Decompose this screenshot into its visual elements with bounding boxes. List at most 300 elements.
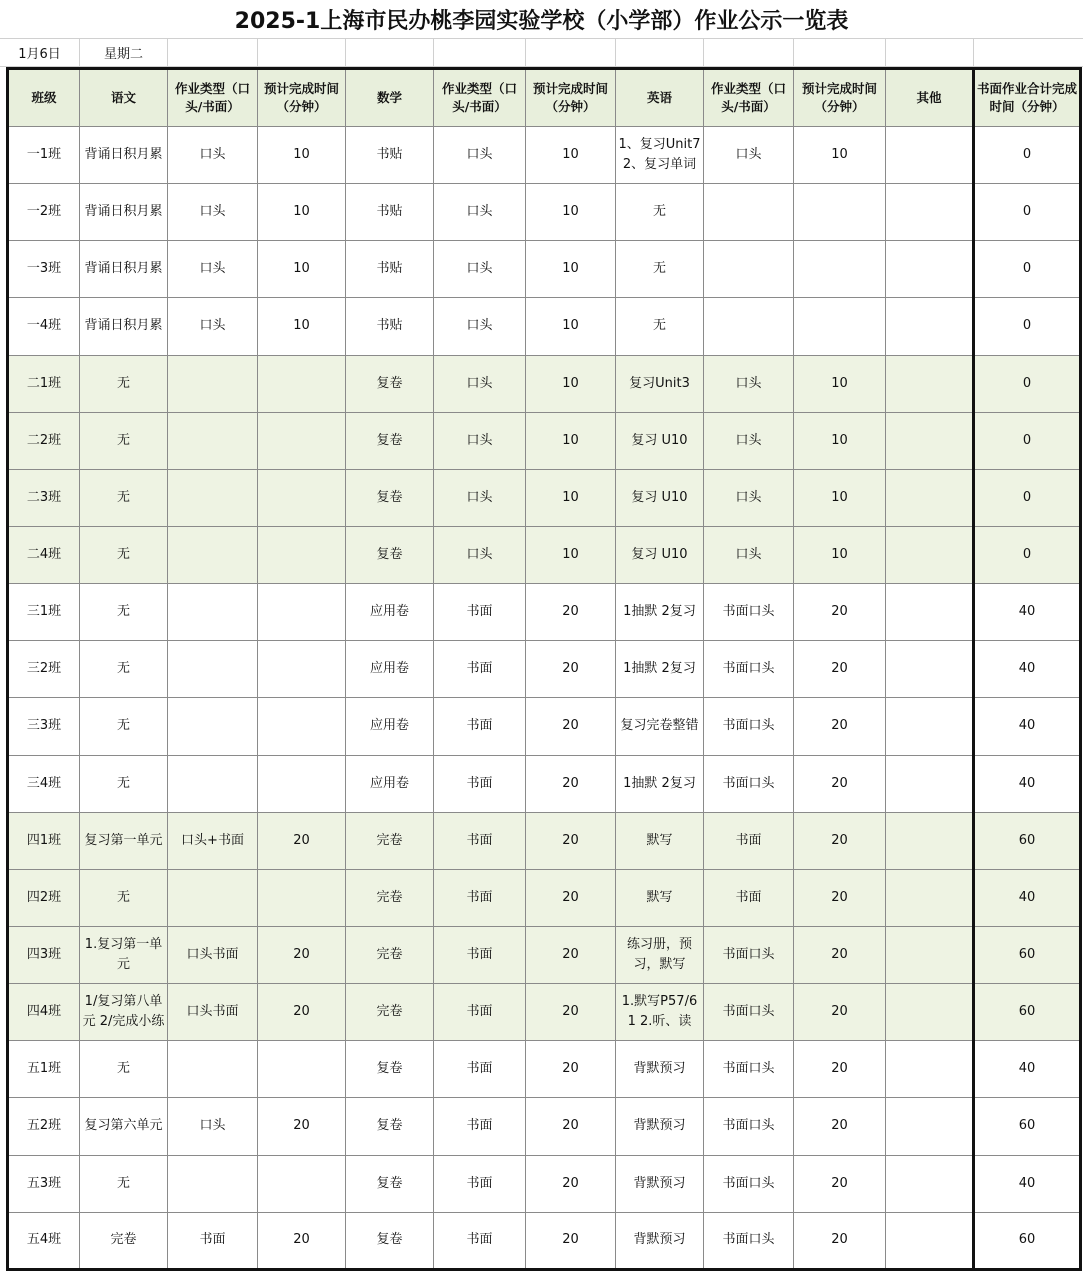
total-time-cell[interactable] xyxy=(974,1041,1081,1098)
math-time-cell[interactable] xyxy=(526,469,616,526)
math-time-cell[interactable] xyxy=(526,755,616,812)
math-type-cell[interactable] xyxy=(434,698,526,755)
english-task-cell[interactable] xyxy=(616,698,704,755)
chinese-type-cell[interactable] xyxy=(168,298,258,355)
chinese-type-cell[interactable] xyxy=(168,755,258,812)
math-type-cell[interactable] xyxy=(434,1212,526,1269)
cell-text: 1抽默 2复习 xyxy=(623,604,696,620)
class-cell[interactable] xyxy=(8,1155,80,1212)
chinese-time-cell[interactable] xyxy=(258,184,346,241)
english-type-cell[interactable] xyxy=(704,184,794,241)
math-type-cell[interactable] xyxy=(434,127,526,184)
cell-text: 10 xyxy=(562,375,579,391)
cell-text: 20 xyxy=(562,775,579,791)
chinese-task-cell[interactable] xyxy=(80,469,168,526)
english-type-cell[interactable] xyxy=(704,1212,794,1269)
header-cell[interactable]: 其他 xyxy=(886,69,974,127)
math-time-cell[interactable] xyxy=(526,926,616,983)
english-type-cell[interactable] xyxy=(704,984,794,1041)
math-time-cell[interactable] xyxy=(526,584,616,641)
other-cell[interactable] xyxy=(886,1155,974,1212)
chinese-time-cell[interactable] xyxy=(258,469,346,526)
chinese-time-cell[interactable] xyxy=(258,127,346,184)
class-cell[interactable] xyxy=(8,584,80,641)
chinese-time-cell[interactable] xyxy=(258,869,346,926)
other-cell[interactable] xyxy=(886,1041,974,1098)
english-time-cell[interactable] xyxy=(794,1098,886,1155)
chinese-type-cell[interactable] xyxy=(168,1155,258,1212)
other-cell[interactable] xyxy=(886,355,974,412)
english-type-cell[interactable] xyxy=(704,812,794,869)
math-type-cell[interactable] xyxy=(434,641,526,698)
cell-text: 0 xyxy=(1022,375,1032,391)
math-time-cell[interactable] xyxy=(526,241,616,298)
english-time-cell[interactable] xyxy=(794,869,886,926)
english-task-cell[interactable] xyxy=(616,755,704,812)
math-type-cell[interactable] xyxy=(434,469,526,526)
total-time-cell[interactable] xyxy=(974,526,1081,583)
chinese-time-cell[interactable] xyxy=(258,241,346,298)
math-time-cell[interactable] xyxy=(526,984,616,1041)
cell-text: 练习册，预习，默写 xyxy=(626,937,692,973)
math-task-cell[interactable] xyxy=(346,412,434,469)
english-type-cell[interactable] xyxy=(704,755,794,812)
date-cell[interactable]: 1月6日 xyxy=(0,38,80,66)
cell-text: 10 xyxy=(831,489,848,505)
english-task-cell[interactable] xyxy=(616,584,704,641)
math-time-cell[interactable] xyxy=(526,812,616,869)
header-cell[interactable]: 语文 xyxy=(80,69,168,127)
english-task-cell[interactable] xyxy=(616,469,704,526)
chinese-type-cell[interactable] xyxy=(168,812,258,869)
total-time-cell[interactable] xyxy=(974,469,1081,526)
math-task-cell[interactable] xyxy=(346,469,434,526)
other-cell[interactable] xyxy=(886,584,974,641)
cell-text: 20 xyxy=(831,947,848,963)
class-cell[interactable] xyxy=(8,127,80,184)
math-task-cell[interactable] xyxy=(346,984,434,1041)
math-time-cell[interactable] xyxy=(526,698,616,755)
chinese-type-cell[interactable] xyxy=(168,526,258,583)
chinese-time-cell[interactable] xyxy=(258,412,346,469)
math-type-cell[interactable] xyxy=(434,1041,526,1098)
chinese-time-cell[interactable] xyxy=(258,755,346,812)
chinese-task-cell[interactable] xyxy=(80,241,168,298)
cell-text: 复卷 xyxy=(376,1118,403,1134)
math-task-cell[interactable] xyxy=(346,355,434,412)
english-task-cell[interactable] xyxy=(616,127,704,184)
empty-cell[interactable] xyxy=(168,38,258,66)
english-time-cell[interactable] xyxy=(794,469,886,526)
math-task-cell[interactable] xyxy=(346,241,434,298)
empty-cell[interactable] xyxy=(704,38,794,66)
class-cell[interactable] xyxy=(8,241,80,298)
math-task-cell[interactable] xyxy=(346,1041,434,1098)
english-type-cell[interactable] xyxy=(704,584,794,641)
chinese-time-cell[interactable] xyxy=(258,1155,346,1212)
cell-text: 书面口头 xyxy=(722,1232,775,1248)
cell-text: 20 xyxy=(562,889,579,905)
other-cell[interactable] xyxy=(886,127,974,184)
total-time-cell[interactable] xyxy=(974,641,1081,698)
chinese-time-cell[interactable] xyxy=(258,526,346,583)
english-task-cell[interactable] xyxy=(616,812,704,869)
table-row xyxy=(8,355,1081,412)
other-cell[interactable] xyxy=(886,812,974,869)
english-task-cell[interactable] xyxy=(616,984,704,1041)
chinese-type-cell[interactable] xyxy=(168,641,258,698)
english-type-cell[interactable] xyxy=(704,1155,794,1212)
header-cell[interactable]: 作业类型（口头/书面） xyxy=(168,69,258,127)
class-cell[interactable] xyxy=(8,526,80,583)
chinese-task-cell[interactable] xyxy=(80,984,168,1041)
cell-text: 40 xyxy=(1018,775,1036,791)
english-time-cell[interactable] xyxy=(794,412,886,469)
cell-text: 书面口头 xyxy=(722,1004,775,1020)
chinese-task-cell[interactable] xyxy=(80,926,168,983)
class-cell[interactable] xyxy=(8,355,80,412)
math-type-cell[interactable] xyxy=(434,526,526,583)
total-time-cell[interactable] xyxy=(974,127,1081,184)
class-cell[interactable] xyxy=(8,984,80,1041)
math-type-cell[interactable] xyxy=(434,1155,526,1212)
math-task-cell[interactable] xyxy=(346,526,434,583)
cell-text: 20 xyxy=(831,1061,848,1077)
chinese-type-cell[interactable] xyxy=(168,355,258,412)
math-task-cell[interactable] xyxy=(346,812,434,869)
cell-text: 10 xyxy=(293,147,310,163)
total-time-cell[interactable] xyxy=(974,1212,1081,1269)
math-type-cell[interactable] xyxy=(434,355,526,412)
english-task-cell[interactable] xyxy=(616,526,704,583)
cell-text: 书面 xyxy=(466,661,493,677)
cell-text: 复卷 xyxy=(376,489,403,505)
english-task-cell[interactable] xyxy=(616,412,704,469)
header-cell[interactable]: 预计完成时间（分钟） xyxy=(258,69,346,127)
chinese-time-cell[interactable] xyxy=(258,584,346,641)
chinese-type-cell[interactable] xyxy=(168,1098,258,1155)
math-time-cell[interactable] xyxy=(526,298,616,355)
math-time-cell[interactable] xyxy=(526,641,616,698)
total-time-cell[interactable] xyxy=(974,698,1081,755)
math-type-cell[interactable] xyxy=(434,298,526,355)
chinese-task-cell[interactable] xyxy=(80,1098,168,1155)
header-cell[interactable]: 作业类型（口头/书面） xyxy=(434,69,526,127)
other-cell[interactable] xyxy=(886,184,974,241)
class-cell[interactable] xyxy=(8,869,80,926)
chinese-task-cell[interactable] xyxy=(80,869,168,926)
math-type-cell[interactable] xyxy=(434,1098,526,1155)
english-time-cell[interactable] xyxy=(794,355,886,412)
english-task-cell[interactable] xyxy=(616,184,704,241)
english-type-cell[interactable] xyxy=(704,869,794,926)
english-type-cell[interactable] xyxy=(704,1041,794,1098)
math-type-cell[interactable] xyxy=(434,869,526,926)
english-task-cell[interactable] xyxy=(616,241,704,298)
total-time-cell[interactable] xyxy=(974,241,1081,298)
math-time-cell[interactable] xyxy=(526,1212,616,1269)
english-time-cell[interactable] xyxy=(794,241,886,298)
empty-cell[interactable] xyxy=(434,38,526,66)
header-cell[interactable]: 作业类型（口头/书面） xyxy=(704,69,794,127)
class-cell[interactable] xyxy=(8,184,80,241)
chinese-time-cell[interactable] xyxy=(258,1212,346,1269)
chinese-type-cell[interactable] xyxy=(168,698,258,755)
math-task-cell[interactable] xyxy=(346,698,434,755)
math-time-cell[interactable] xyxy=(526,184,616,241)
other-cell[interactable] xyxy=(886,926,974,983)
cell-text: 20 xyxy=(293,1004,310,1020)
english-type-cell[interactable] xyxy=(704,641,794,698)
chinese-task-cell[interactable] xyxy=(80,184,168,241)
english-task-cell[interactable] xyxy=(616,641,704,698)
cell-text: 口头 xyxy=(199,1118,226,1134)
other-cell[interactable] xyxy=(886,241,974,298)
english-time-cell[interactable] xyxy=(794,1212,886,1269)
chinese-type-cell[interactable] xyxy=(168,869,258,926)
math-task-cell[interactable] xyxy=(346,184,434,241)
total-time-cell[interactable] xyxy=(974,584,1081,641)
cell-text: 完卷 xyxy=(110,1232,137,1248)
math-type-cell[interactable] xyxy=(434,812,526,869)
empty-cell[interactable] xyxy=(886,38,974,66)
cell-text: 默写 xyxy=(646,832,673,848)
english-type-cell[interactable] xyxy=(704,526,794,583)
english-type-cell[interactable] xyxy=(704,127,794,184)
other-cell[interactable] xyxy=(886,469,974,526)
math-task-cell[interactable] xyxy=(346,869,434,926)
english-task-cell[interactable] xyxy=(616,1155,704,1212)
chinese-task-cell[interactable] xyxy=(80,1041,168,1098)
math-type-cell[interactable] xyxy=(434,412,526,469)
chinese-type-cell[interactable] xyxy=(168,584,258,641)
total-time-cell[interactable] xyxy=(974,1155,1081,1212)
cell-text: 无 xyxy=(116,375,130,391)
chinese-task-cell[interactable] xyxy=(80,698,168,755)
chinese-task-cell[interactable] xyxy=(80,641,168,698)
math-time-cell[interactable] xyxy=(526,1041,616,1098)
total-time-cell[interactable] xyxy=(974,355,1081,412)
english-time-cell[interactable] xyxy=(794,184,886,241)
other-cell[interactable] xyxy=(886,298,974,355)
empty-cell[interactable] xyxy=(526,38,616,66)
english-time-cell[interactable] xyxy=(794,1041,886,1098)
empty-cell[interactable] xyxy=(258,38,346,66)
header-cell[interactable]: 预计完成时间（分钟） xyxy=(526,69,616,127)
chinese-time-cell[interactable] xyxy=(258,812,346,869)
english-type-cell[interactable] xyxy=(704,698,794,755)
other-cell[interactable] xyxy=(886,412,974,469)
math-type-cell[interactable] xyxy=(434,241,526,298)
chinese-time-cell[interactable] xyxy=(258,355,346,412)
math-task-cell[interactable] xyxy=(346,926,434,983)
english-type-cell[interactable] xyxy=(704,926,794,983)
other-cell[interactable] xyxy=(886,641,974,698)
chinese-task-cell[interactable] xyxy=(80,526,168,583)
class-cell[interactable] xyxy=(8,812,80,869)
math-time-cell[interactable] xyxy=(526,127,616,184)
math-time-cell[interactable] xyxy=(526,869,616,926)
header-cell[interactable]: 英语 xyxy=(616,69,704,127)
english-type-cell[interactable] xyxy=(704,469,794,526)
cell-text: 复卷 xyxy=(376,432,403,448)
math-task-cell[interactable] xyxy=(346,298,434,355)
english-time-cell[interactable] xyxy=(794,641,886,698)
cell-text: 背诵日积月累 xyxy=(84,147,163,163)
math-type-cell[interactable] xyxy=(434,184,526,241)
cell-text: 无 xyxy=(116,661,130,677)
weekday-cell[interactable]: 星期二 xyxy=(80,38,168,66)
chinese-type-cell[interactable] xyxy=(168,412,258,469)
class-cell[interactable] xyxy=(8,1041,80,1098)
english-task-cell[interactable] xyxy=(616,355,704,412)
math-type-cell[interactable] xyxy=(434,926,526,983)
chinese-time-cell[interactable] xyxy=(258,698,346,755)
class-cell[interactable] xyxy=(8,641,80,698)
cell-text: 书贴 xyxy=(376,147,403,163)
chinese-task-cell[interactable] xyxy=(80,298,168,355)
chinese-task-cell[interactable] xyxy=(80,355,168,412)
cell-text: 无 xyxy=(116,432,130,448)
total-time-cell[interactable] xyxy=(974,1098,1081,1155)
other-cell[interactable] xyxy=(886,1212,974,1269)
total-time-cell[interactable] xyxy=(974,298,1081,355)
english-task-cell[interactable] xyxy=(616,1041,704,1098)
english-time-cell[interactable] xyxy=(794,984,886,1041)
chinese-type-cell[interactable] xyxy=(168,241,258,298)
cell-text: 五1班 xyxy=(26,1061,62,1077)
other-cell[interactable] xyxy=(886,984,974,1041)
math-task-cell[interactable] xyxy=(346,584,434,641)
empty-cell[interactable] xyxy=(346,38,434,66)
math-time-cell[interactable] xyxy=(526,412,616,469)
class-cell[interactable] xyxy=(8,469,80,526)
cell-text: 20 xyxy=(562,1004,579,1020)
math-type-cell[interactable] xyxy=(434,755,526,812)
chinese-time-cell[interactable] xyxy=(258,298,346,355)
class-cell[interactable] xyxy=(8,698,80,755)
english-time-cell[interactable] xyxy=(794,127,886,184)
total-time-cell[interactable] xyxy=(974,926,1081,983)
other-cell[interactable] xyxy=(886,698,974,755)
total-time-cell[interactable] xyxy=(974,755,1081,812)
chinese-type-cell[interactable] xyxy=(168,184,258,241)
math-time-cell[interactable] xyxy=(526,526,616,583)
chinese-type-cell[interactable] xyxy=(168,469,258,526)
math-time-cell[interactable] xyxy=(526,1098,616,1155)
english-task-cell[interactable] xyxy=(616,1212,704,1269)
other-cell[interactable] xyxy=(886,755,974,812)
total-time-cell[interactable] xyxy=(974,869,1081,926)
header-cell[interactable]: 数学 xyxy=(346,69,434,127)
chinese-time-cell[interactable] xyxy=(258,1041,346,1098)
table-row xyxy=(8,1098,1081,1155)
math-task-cell[interactable] xyxy=(346,1098,434,1155)
class-cell[interactable] xyxy=(8,1212,80,1269)
english-type-cell[interactable] xyxy=(704,1098,794,1155)
other-cell[interactable] xyxy=(886,526,974,583)
english-type-cell[interactable] xyxy=(704,355,794,412)
chinese-task-cell[interactable] xyxy=(80,812,168,869)
header-cell[interactable]: 书面作业合计完成时间（分钟） xyxy=(974,69,1081,127)
english-time-cell[interactable] xyxy=(794,1155,886,1212)
chinese-task-cell[interactable] xyxy=(80,584,168,641)
english-task-cell[interactable] xyxy=(616,1098,704,1155)
header-cell[interactable]: 预计完成时间（分钟） xyxy=(794,69,886,127)
english-task-cell[interactable] xyxy=(616,869,704,926)
math-time-cell[interactable] xyxy=(526,1155,616,1212)
other-cell[interactable] xyxy=(886,869,974,926)
math-task-cell[interactable] xyxy=(346,127,434,184)
math-task-cell[interactable] xyxy=(346,1212,434,1269)
class-cell[interactable] xyxy=(8,412,80,469)
math-task-cell[interactable] xyxy=(346,755,434,812)
class-cell[interactable] xyxy=(8,1098,80,1155)
cell-text: 20 xyxy=(831,604,848,620)
chinese-time-cell[interactable] xyxy=(258,984,346,1041)
math-task-cell[interactable] xyxy=(346,1155,434,1212)
english-type-cell[interactable] xyxy=(704,298,794,355)
other-cell[interactable] xyxy=(886,1098,974,1155)
math-task-cell[interactable] xyxy=(346,641,434,698)
chinese-type-cell[interactable] xyxy=(168,127,258,184)
total-time-cell[interactable] xyxy=(974,984,1081,1041)
cell-text: 无 xyxy=(116,489,130,505)
chinese-task-cell[interactable] xyxy=(80,412,168,469)
english-time-cell[interactable] xyxy=(794,812,886,869)
chinese-type-cell[interactable] xyxy=(168,1041,258,1098)
cell-text: 20 xyxy=(562,832,579,848)
empty-cell[interactable] xyxy=(794,38,886,66)
chinese-task-cell[interactable] xyxy=(80,755,168,812)
chinese-type-cell[interactable] xyxy=(168,926,258,983)
math-type-cell[interactable] xyxy=(434,584,526,641)
english-type-cell[interactable] xyxy=(704,241,794,298)
cell-text: 一1班 xyxy=(26,147,62,163)
english-time-cell[interactable] xyxy=(794,926,886,983)
math-time-cell[interactable] xyxy=(526,355,616,412)
chinese-type-cell[interactable] xyxy=(168,1212,258,1269)
english-time-cell[interactable] xyxy=(794,584,886,641)
chinese-time-cell[interactable] xyxy=(258,926,346,983)
class-cell[interactable] xyxy=(8,926,80,983)
english-time-cell[interactable] xyxy=(794,698,886,755)
chinese-task-cell[interactable] xyxy=(80,1155,168,1212)
total-time-cell[interactable] xyxy=(974,412,1081,469)
total-time-cell[interactable] xyxy=(974,184,1081,241)
cell-text: 40 xyxy=(1018,661,1036,677)
class-cell[interactable] xyxy=(8,755,80,812)
math-type-cell[interactable] xyxy=(434,984,526,1041)
english-type-cell[interactable] xyxy=(704,412,794,469)
chinese-time-cell[interactable] xyxy=(258,641,346,698)
empty-cell[interactable] xyxy=(616,38,704,66)
class-cell[interactable] xyxy=(8,298,80,355)
total-time-cell[interactable] xyxy=(974,812,1081,869)
english-task-cell[interactable] xyxy=(616,298,704,355)
cell-text: 书面 xyxy=(466,1118,493,1134)
chinese-task-cell[interactable] xyxy=(80,1212,168,1269)
cell-text: 应用卷 xyxy=(369,604,409,620)
english-time-cell[interactable] xyxy=(794,526,886,583)
chinese-type-cell[interactable] xyxy=(168,984,258,1041)
chinese-time-cell[interactable] xyxy=(258,1098,346,1155)
english-task-cell[interactable] xyxy=(616,926,704,983)
chinese-task-cell[interactable] xyxy=(80,127,168,184)
english-time-cell[interactable] xyxy=(794,755,886,812)
english-time-cell[interactable] xyxy=(794,298,886,355)
header-cell[interactable]: 班级 xyxy=(8,69,80,127)
